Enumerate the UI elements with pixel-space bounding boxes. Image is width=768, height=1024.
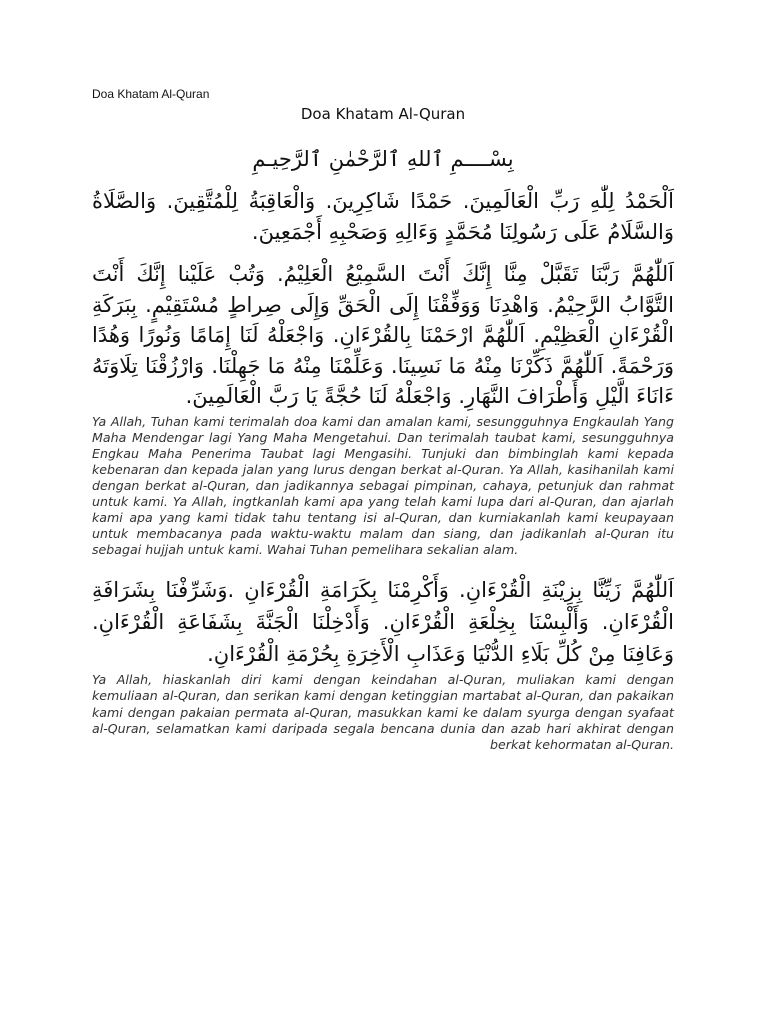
basmala-text: بِسْــــمِ ٱللهِ ٱلرَّحْمٰنِ ٱلرَّحِيـمِ xyxy=(252,147,514,171)
document-page xyxy=(92,86,674,753)
translation-paragraph-prayer: Ya Allah, Tuhan kami terimalah doa kami dan amalan kami, sesungguhnya Engkaulah Yang Maha Mendengar lagi Yang Maha Mengetahui. Dan terimalah taubat kami, sesungguhnya Engkau Maha Penerima Taubat lagi Mengasihi. Tunjuki dan bimbinglah kami kepada kebenaran dan kepada jalan yang lurus dengan berkat al-Quran. Ya Allah, kasihanilah kami dengan berkat al-Quran, dan jadikannya sebagai pimpinan, cahaya, petunjuk dan rahmat untuk kami. Ya Allah, ingtkanlah kami apa yang telah kami lupa dari al-Quran, dan ajarlah kami apa yang kami tidak tahu tentang isi al-Quran, dan kurniakanlah kami keupayaan untuk membacanya pada waktu-waktu malam dan siang, dan jadikanlah al-Quran itu sebagai hujjah untuk kami. Wahai Tuhan pemelihara sekalian alam. xyxy=(92,413,674,558)
translation-paragraph-adornment: Ya Allah, hiaskanlah diri kami dengan keindahan al-Quran, muliakan kami dengan kemuliaan al-Quran, dan serikan kami dengan ketinggian martabat al-Quran, dan pakaikan kami dengan pakaian permata al-Quran, masukkan kami ke dalam syurga dengan syafaat al-Quran, selamatkan kami daripada segala bencana dunia dan azab hari akhirat dengan berkat kehormatan al-Quran. xyxy=(92,672,674,752)
arabic-paragraph-adornment: اَللّٰهُمَّ زَيِّنَّا بِزِيْنَةِ الْقُرْءَانِ. وَأَكْرِمْنَا بِكَرَامَةِ الْقُرْءَانِ .وَشَرِّفْنَا بِشَرَافَةِ الْقُرْءَانِ. وَأَلْبِسْنَا بِخِلْعَةِ الْقُرْءَانِ. وَأَدْخِلْنَا الْجَنَّةَ بِشَفَاعَةِ الْقُرْءَانِ. وَعَافِنَا مِنْ كُلِّ بَلَاءِ الدُّنْيَا وَعَذَابِ الْأَخِرَةِ بِحُرْمَةِ الْقُرْءَانِ. xyxy=(92,578,674,667)
running-header: Doa Khatam Al-Quran xyxy=(92,87,210,101)
arabic-paragraph-opening: اَلْحَمْدُ لِلّٰهِ رَبِّ الْعَالَمِينَ. حَمْدًا شَاكِرِينَ. وَالْعَاقِبَةُ لِلْمُتَّقِينَ. وَالصَّلَاةُ وَالسَّلَامُ عَلَى رَسُولِنَا مُحَمَّدٍ وَءَالِهِ وَصَحْبِهِ أَجْمَعِينَ. xyxy=(92,189,674,244)
arabic-paragraph-prayer: اَللّٰهُمَّ رَبَّنَا تَقَبَّلْ مِنَّا إِنَّكَ أَنْتَ السَّمِيْعُ الْعَلِيْمُ. وَتُبْ عَلَيْنا إِنَّكَ أَنْتَ التَّوَّابُ الرَّحِيْمُ. وَاهْدِنَا وَوَفِّقْنَا إِلَى الْحَقِّ وَإِلَى صِراطٍ مُسْتَقِيْمٍ. بِبَرَكَةِ الْقُرْءَانِ الْعَظِيْمِ. اَللّٰهُمَّ ارْحَمْنَا بِالقُرْءَانِ. وَاجْعَلْهُ لَنَا إِمَامًا وَنُورًا وَهُدًا وَرَحْمَةً. اَللّٰهُمَّ ذَكِّرْنَا مِنْهُ مَا نَسِينَا. وَعَلِّمْنَا مِنْهُ مَا جَهِلْنَا. وَارْزُقْنَا تِلَاوَتَهُ ءَانَاءَ الَّيْلِ وَأَطْرَافَ النَّهَارِ. وَاجْعَلْهُ لَنَا حُجَّةً يَا رَبَّ الْعَالَمِينَ. xyxy=(92,262,674,408)
document-title: Doa Khatam Al-Quran xyxy=(300,105,466,123)
